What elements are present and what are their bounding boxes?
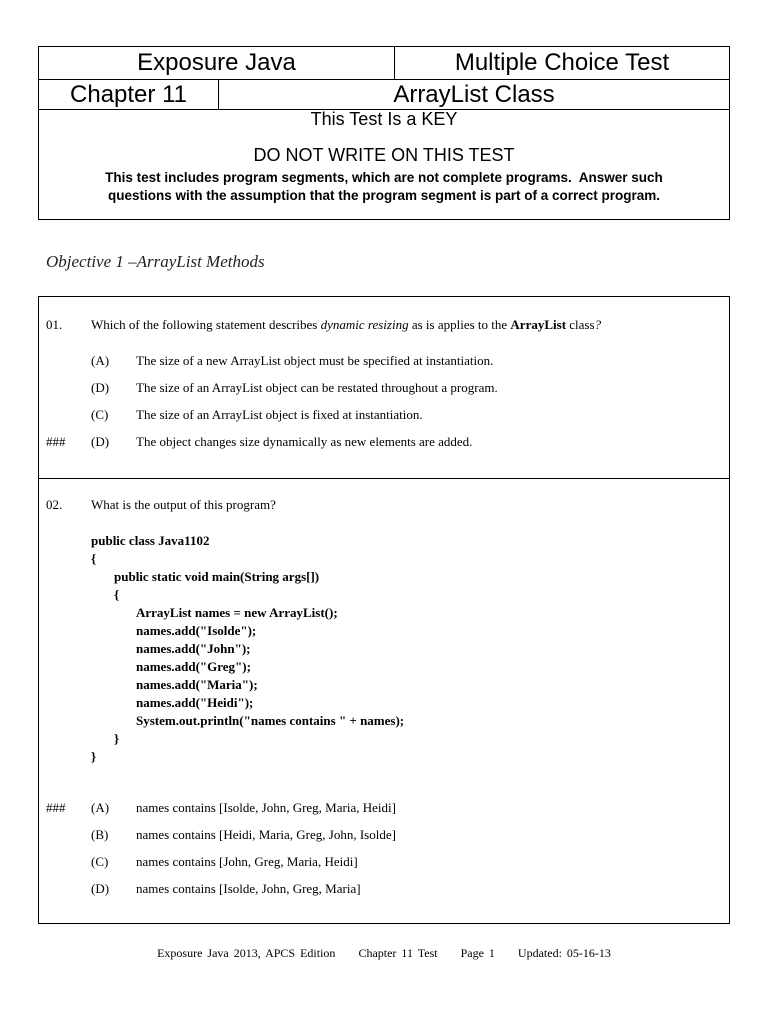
footer-page-number: Page 1 bbox=[460, 946, 495, 960]
code-line: } bbox=[114, 731, 120, 746]
instructions-note bbox=[59, 169, 709, 205]
code-line: System.out.println("names contains " + names); bbox=[136, 713, 405, 728]
code-line: public class Java1102 bbox=[91, 533, 210, 548]
book-title: Exposure Java bbox=[137, 49, 296, 76]
choice-text: The object changes size dynamically as new elements are added. bbox=[136, 434, 473, 449]
instructions-line-2: questions with the assumption that the program segment is part of a correct program. bbox=[107, 188, 661, 203]
choice-letter: (A) bbox=[91, 353, 110, 368]
code-line: } bbox=[91, 749, 97, 764]
choice-text: The size of a new ArrayList object must be specified at instantiation. bbox=[136, 353, 494, 368]
choice-letter: (C) bbox=[91, 407, 109, 422]
code-line: names.add("John"); bbox=[136, 641, 251, 656]
topic-title: ArrayList Class bbox=[393, 80, 555, 108]
question-1-number: 01. bbox=[46, 317, 63, 332]
instructions-line-1: This test includes program segments, which are not complete programs. Answer such bbox=[105, 170, 663, 185]
book-title-cell bbox=[39, 47, 395, 80]
code-line: ArrayList names = new ArrayList(); bbox=[136, 605, 338, 620]
choice-letter: (D) bbox=[91, 881, 110, 896]
question-2-stem: What is the output of this program? bbox=[91, 497, 276, 512]
questions-box bbox=[38, 296, 730, 924]
do-not-write-warning: DO NOT WRITE ON THIS TEST bbox=[253, 145, 515, 165]
footer-updated-date: Updated: 05-16-13 bbox=[517, 946, 611, 960]
code-line: { bbox=[91, 551, 97, 566]
choice-letter: (A) bbox=[91, 800, 110, 815]
code-line: { bbox=[114, 587, 120, 602]
choice-text: names contains [Isolde, John, Greg, Maria] bbox=[136, 881, 361, 896]
chapter-label: Chapter 11 bbox=[70, 80, 187, 108]
footer-edition: Exposure Java 2013, APCS Edition bbox=[157, 946, 336, 960]
code-line: names.add("Heidi"); bbox=[136, 695, 254, 710]
choice-letter: (D) bbox=[91, 434, 110, 449]
code-line: names.add("Maria"); bbox=[136, 677, 258, 692]
question-divider bbox=[39, 478, 729, 479]
choice-text: names contains [Heidi, Maria, Greg, John, Isolde] bbox=[136, 827, 396, 842]
test-type-cell bbox=[395, 47, 729, 80]
code-line: names.add("Isolde"); bbox=[136, 623, 257, 638]
objective-heading: Objective 1 –ArrayList Methods bbox=[46, 252, 265, 271]
code-line: names.add("Greg"); bbox=[136, 659, 251, 674]
choice-letter: (C) bbox=[91, 854, 109, 869]
answer-mark: ### bbox=[46, 800, 66, 815]
choice-text: names contains [Isolde, John, Greg, Maria, Heidi] bbox=[136, 800, 396, 815]
topic-cell bbox=[219, 80, 729, 110]
stem-text: class bbox=[566, 317, 595, 332]
stem-text: as is applies to the bbox=[408, 317, 511, 332]
choice-text: names contains [John, Greg, Maria, Heidi] bbox=[136, 854, 358, 869]
stem-text: Which of the following statement describes bbox=[91, 317, 321, 332]
question-1-stem bbox=[91, 317, 601, 333]
choice-letter: (B) bbox=[91, 827, 109, 842]
test-header-table bbox=[38, 46, 730, 220]
choice-text: The size of an ArrayList object is fixed at instantiation. bbox=[136, 407, 423, 422]
answer-mark: ### bbox=[46, 434, 66, 449]
test-type: Multiple Choice Test bbox=[454, 49, 670, 76]
stem-italic-term: dynamic resizing bbox=[320, 317, 409, 332]
stem-bold-term: ArrayList bbox=[510, 317, 567, 332]
choice-text: The size of an ArrayList object can be restated throughout a program. bbox=[136, 380, 498, 395]
key-notice: This Test Is a KEY bbox=[310, 109, 458, 129]
chapter-cell bbox=[39, 80, 219, 110]
choice-letter: (D) bbox=[91, 380, 110, 395]
question-2-number: 02. bbox=[46, 497, 63, 512]
page-footer bbox=[0, 946, 768, 961]
stem-question-mark: ? bbox=[594, 317, 602, 332]
code-line: public static void main(String args[]) bbox=[114, 569, 320, 584]
footer-chapter: Chapter 11 Test bbox=[358, 946, 438, 960]
